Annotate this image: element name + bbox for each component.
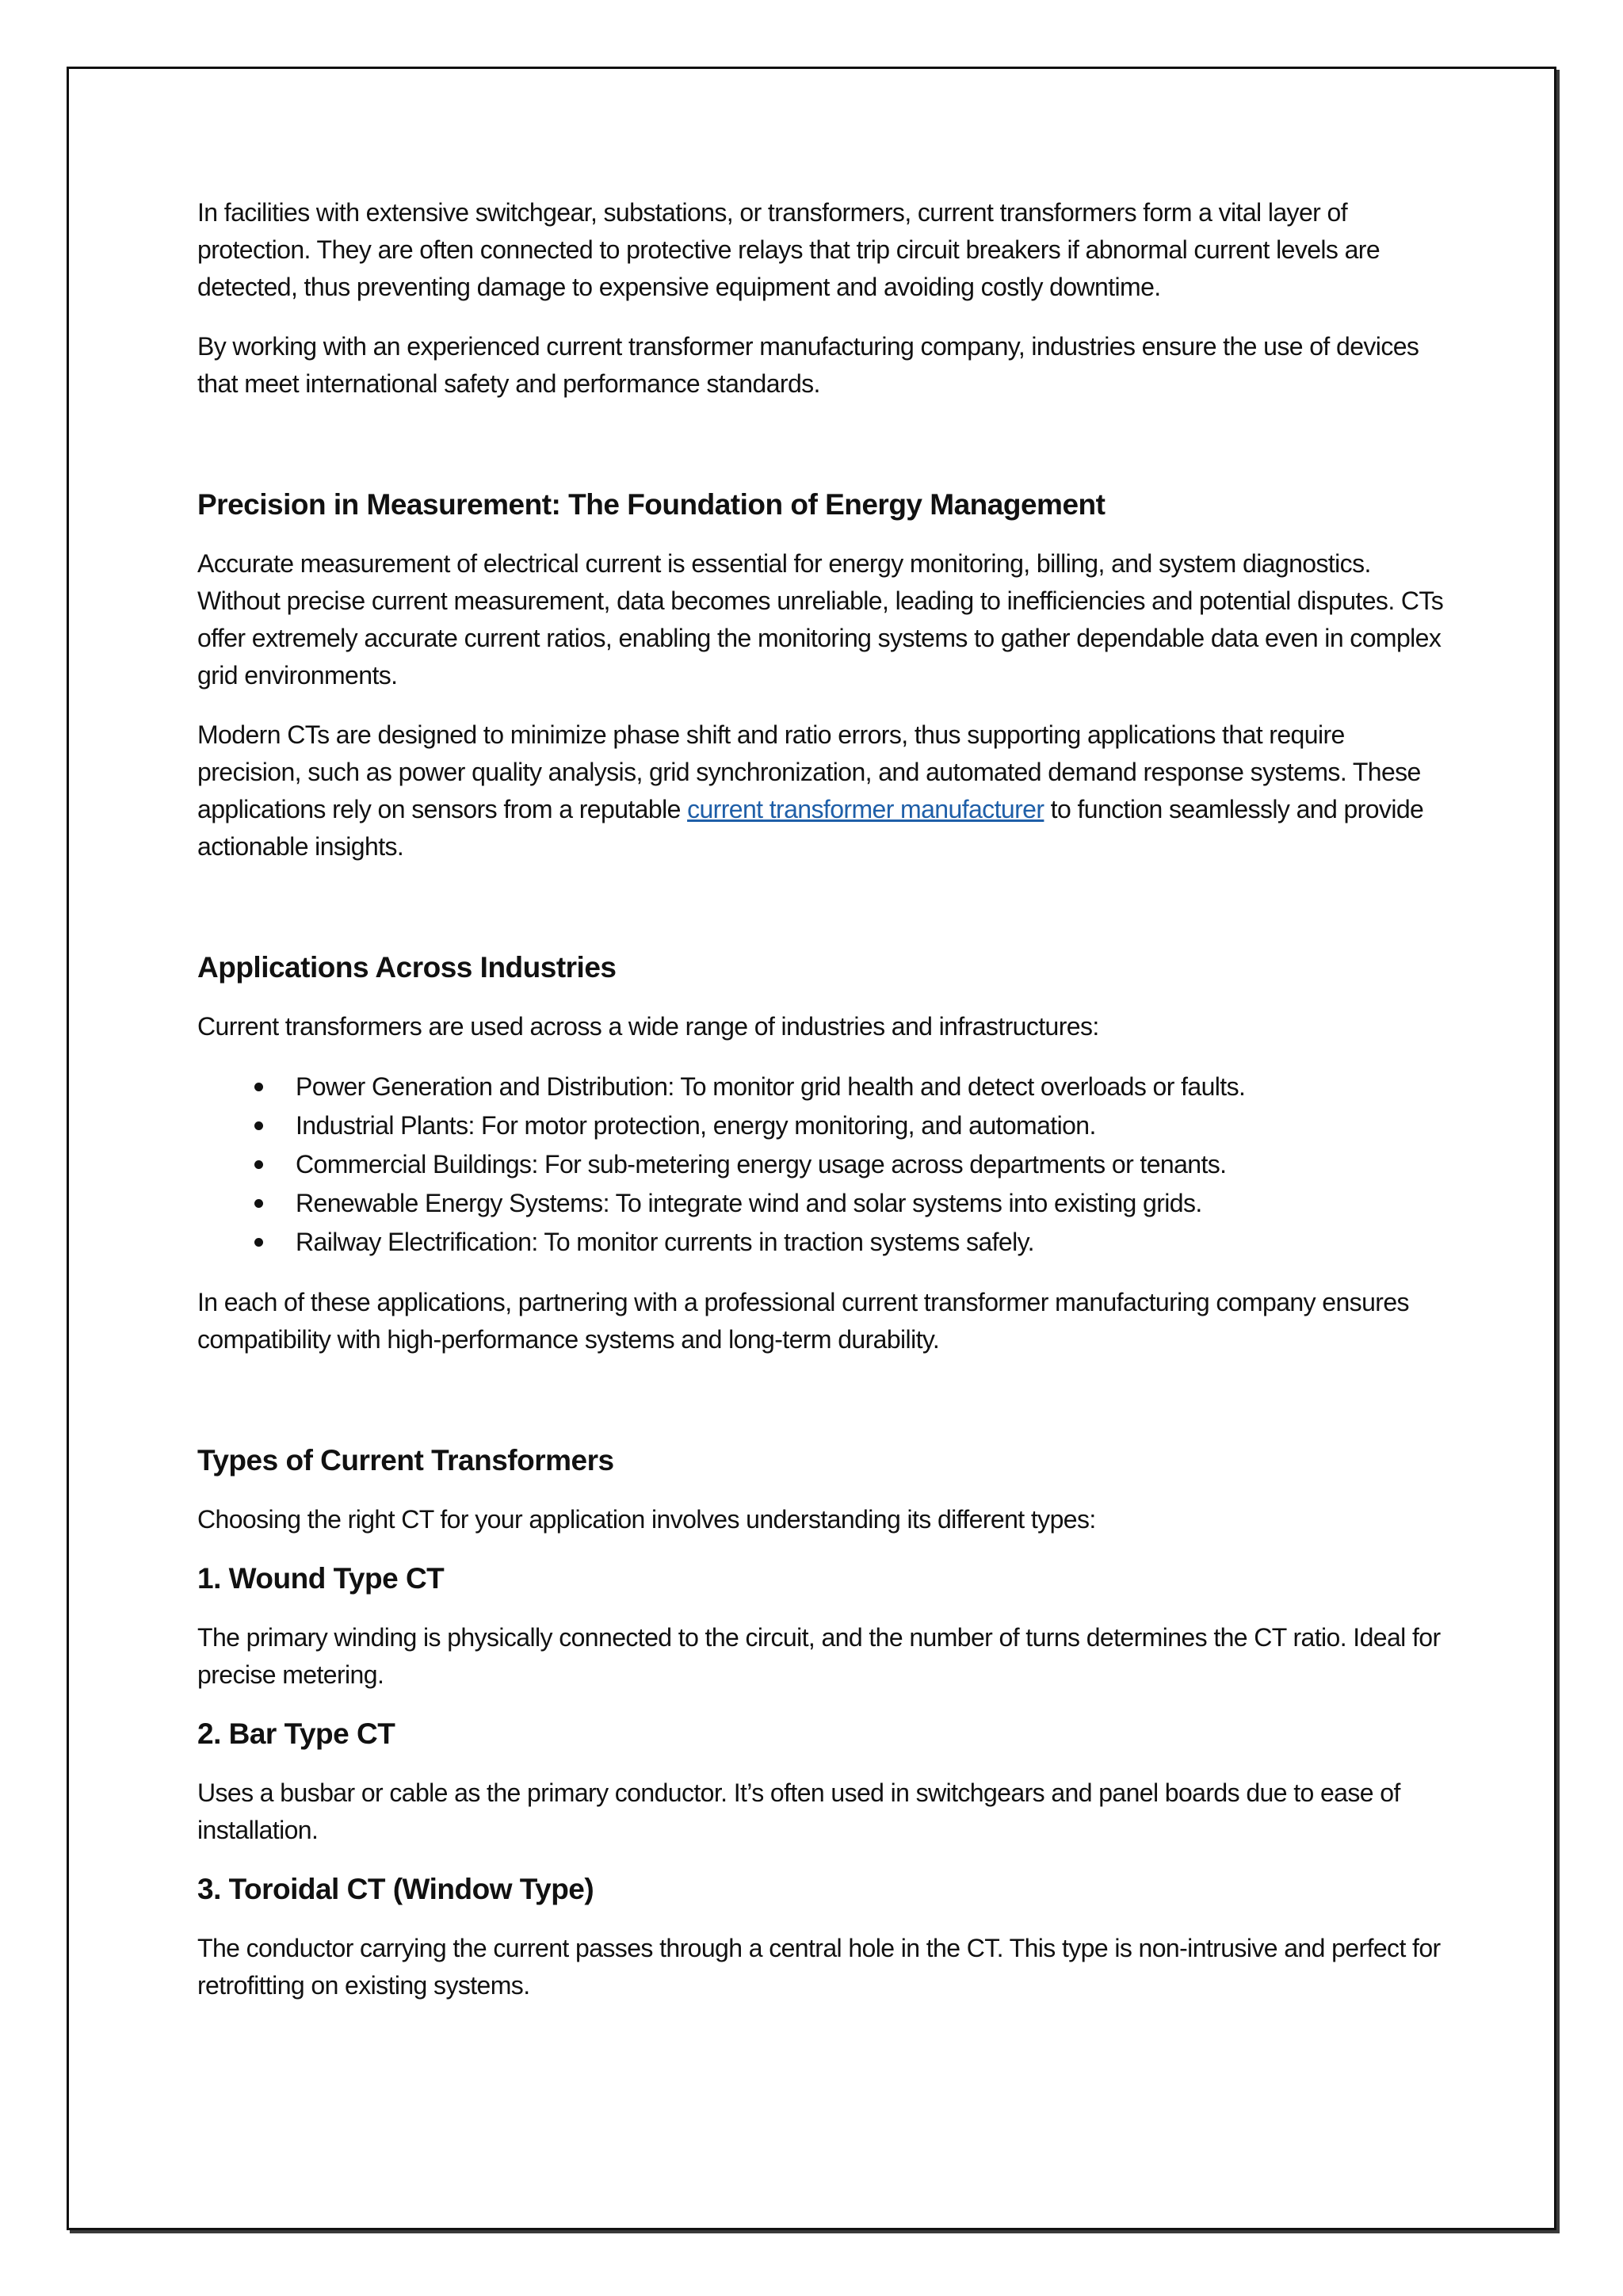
list-item-text: Industrial Plants: For motor protection, energy monitoring, and automation.: [296, 1111, 1096, 1140]
bullet-icon: [254, 1121, 263, 1130]
precision-paragraph-2-start: Modern CTs are designed to minimize phase shift and ratio errors, thus supporting applications that require precision, such as power quality analysis, grid synchronization, and automated demand response systems. These applications rely on sensors from a reputable: [197, 720, 1421, 823]
list-item-text: Power Generation and Distribution: To monitor grid health and detect overloads or faults.: [296, 1072, 1246, 1101]
applications-list: [197, 1068, 1449, 1262]
bullet-icon: [254, 1199, 263, 1208]
toroidal-type-body: The conductor carrying the current passes through a central hole in the CT. This type is non-intrusive and perfect for retrofitting on existing systems.: [197, 1934, 1441, 2000]
bullet-icon: [254, 1083, 263, 1091]
bullet-icon: [254, 1160, 263, 1169]
applications-intro: Current transformers are used across a wide range of industries and infrastructures:: [197, 1012, 1099, 1041]
list-item: [197, 1145, 1449, 1184]
toroidal-type-heading: 3. Toroidal CT (Window Type): [197, 1873, 594, 1905]
list-item-text: Renewable Energy Systems: To integrate wind and solar systems into existing grids.: [296, 1189, 1202, 1217]
wound-type-heading: 1. Wound Type CT: [197, 1562, 445, 1595]
precision-paragraph-1: Accurate measurement of electrical current is essential for energy monitoring, billing, and system diagnostics. Without precise current measurement, data becomes unreliable, leading to inefficiencies and potential disputes. CTs offer extremely accurate current ratios, enabling the monitoring systems to gather dependable data even in complex grid environments.: [197, 549, 1444, 690]
precision-heading: Precision in Measurement: The Foundation of Energy Management: [197, 488, 1106, 521]
precision-paragraph-2: [197, 716, 1449, 865]
applications-closing: In each of these applications, partnering with a professional current transformer manufacturing company ensures compatibility with high-performance systems and long-term durability.: [197, 1288, 1409, 1354]
list-item: [197, 1068, 1449, 1106]
intro-paragraph-2: By working with an experienced current transformer manufacturing company, industries ensure the use of devices that meet international safety and performance standards.: [197, 332, 1419, 398]
bar-type-heading: 2. Bar Type CT: [197, 1717, 395, 1750]
list-item: [197, 1106, 1449, 1145]
applications-heading: Applications Across Industries: [197, 951, 617, 984]
bullet-icon: [254, 1238, 263, 1247]
wound-type-body: The primary winding is physically connected to the circuit, and the number of turns determines the CT ratio. Ideal for precise metering.: [197, 1623, 1441, 1689]
list-item: [197, 1223, 1449, 1262]
intro-paragraph-1: In facilities with extensive switchgear, substations, or transformers, current transformers form a vital layer of protection. They are often connected to protective relays that trip circuit breakers if abnormal current levels are detected, thus preventing damage to expensive equipment and avoiding costly downtime.: [197, 198, 1381, 301]
precision-paragraph-2-end: to function seamlessly and provide actionable insights.: [197, 795, 1424, 861]
list-item-text: Railway Electrification: To monitor currents in traction systems safely.: [296, 1228, 1034, 1256]
document-body: [197, 194, 1449, 2004]
list-item-text: Commercial Buildings: For sub-metering energy usage across departments or tenants.: [296, 1150, 1227, 1179]
types-heading: Types of Current Transformers: [197, 1444, 614, 1477]
bar-type-body: Uses a busbar or cable as the primary conductor. It’s often used in switchgears and panel boards due to ease of installation.: [197, 1778, 1400, 1844]
list-item: [197, 1184, 1449, 1223]
types-intro: Choosing the right CT for your application involves understanding its different types:: [197, 1505, 1096, 1534]
manufacturer-link[interactable]: current transformer manufacturer: [687, 795, 1044, 823]
